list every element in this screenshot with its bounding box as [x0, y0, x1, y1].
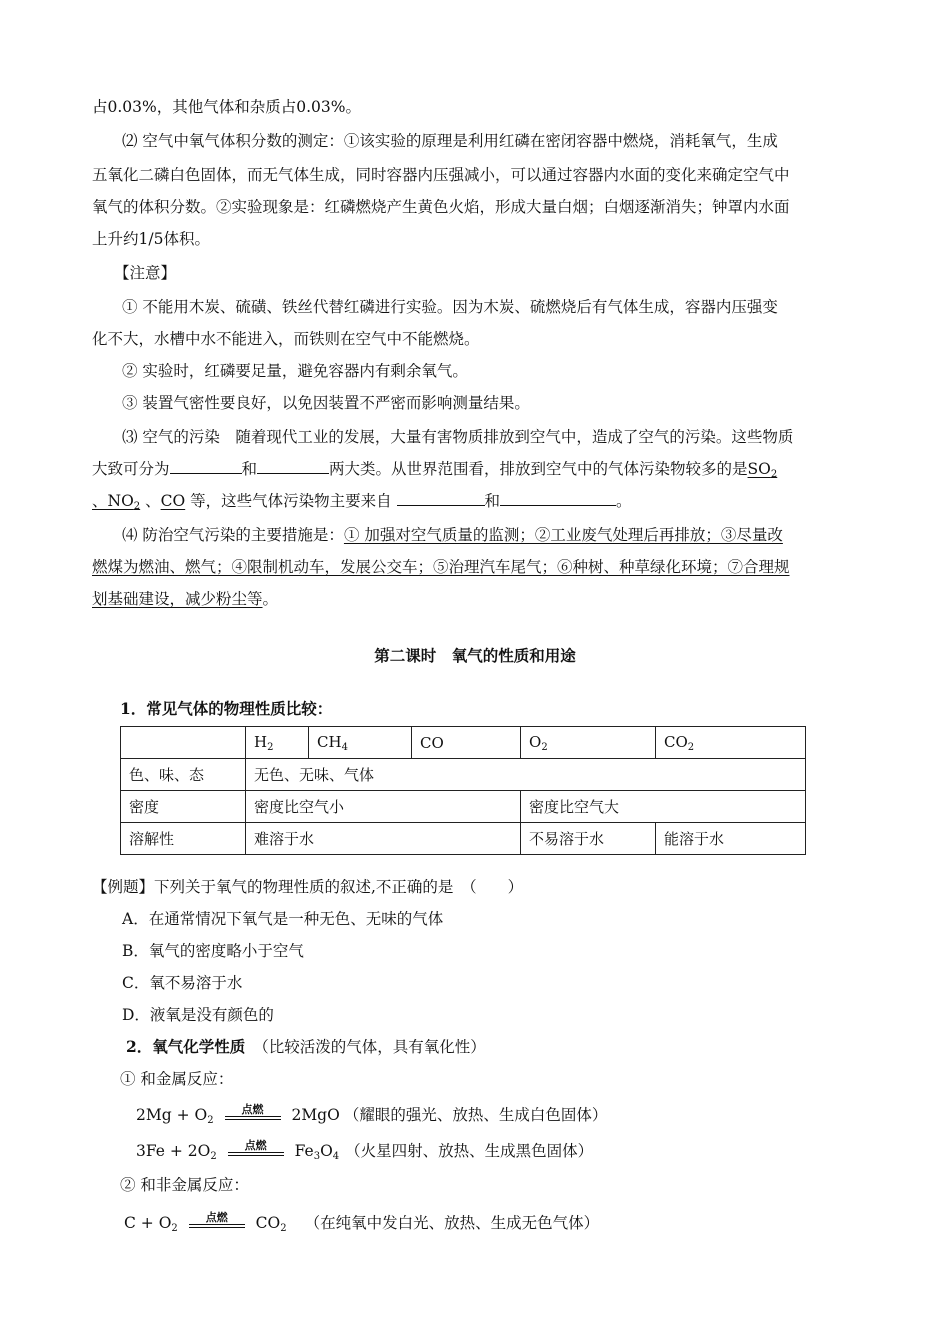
fill-blank[interactable]	[500, 490, 616, 506]
table-cell: 色、味、态	[121, 759, 246, 791]
pollutant-no2: 、$NO_2$	[92, 492, 141, 512]
text-span: 。	[262, 590, 279, 608]
table-cell	[121, 727, 246, 759]
text-line	[92, 588, 278, 610]
option-b: B．氧气的密度略小于空气	[122, 942, 304, 960]
section-title: 第二课时 氧气的性质和用途	[374, 646, 576, 665]
text-line: ③ 装置气密性要良好，以免因装置不严密而影响测量结果。	[122, 394, 530, 412]
text-span: 等，这些气体污染物主要来自	[185, 492, 397, 510]
table-cell: $H_2$	[246, 727, 309, 759]
fill-blank[interactable]	[170, 458, 242, 474]
reaction-arrow: 点燃	[189, 1213, 245, 1235]
text-span: ⑷ 防治空气污染的主要措施是：	[122, 526, 344, 544]
text-line	[122, 524, 783, 546]
table-cell: 密度比空气大	[521, 791, 806, 823]
text-line: ② 实验时，红磷要足量，避免容器内有剩余氧气。	[122, 362, 468, 380]
table-cell: 密度	[121, 791, 246, 823]
question-2-title: 2．氧气化学性质 （比较活泼的气体，具有氧化性）	[126, 1037, 486, 1056]
text-line: ① 不能用木炭、硫磺、铁丝代替红磷进行实验。因为木炭、硫燃烧后有气体生成，容器内压强变	[122, 298, 778, 316]
text-line: 化不大，水槽中水不能进入，而铁则在空气中不能燃烧。	[92, 330, 480, 348]
text-line: ⑶ 空气的污染 随着现代工业的发展，大量有害物质排放到空气中，造成了空气的污染。这些物质	[122, 428, 794, 446]
pollutant-so2: $SO_2$	[747, 460, 778, 480]
table-cell: 密度比空气小	[246, 791, 521, 823]
nonmetal-reaction-heading: ② 和非金属反应：	[120, 1176, 249, 1194]
table-cell: 溶解性	[121, 823, 246, 855]
text-span: 、	[140, 492, 161, 510]
text-span: 。	[616, 492, 632, 510]
option-d: D．液氧是没有颜色的	[122, 1006, 274, 1024]
text-line: 占0.03%，其他气体和杂质占0.03%。	[92, 98, 361, 116]
reaction-arrow: 点燃	[228, 1141, 284, 1163]
question-1-title: 1．常见气体的物理性质比较：	[120, 699, 333, 718]
table-cell: 不易溶于水	[521, 823, 656, 855]
table-cell: CO	[412, 727, 521, 759]
text-span: 大致可分为	[92, 460, 170, 478]
table-cell: $O_2$	[521, 727, 656, 759]
gas-properties-table	[120, 726, 806, 855]
table-row	[121, 791, 806, 823]
answer-text: ① 加强对空气质量的监测；②工业废气处理后再排放；③尽量改	[343, 526, 783, 544]
option-a: A．在通常情况下氧气是一种无色、无味的气体	[122, 910, 444, 928]
table-cell: $CH_4$	[309, 727, 412, 759]
answer-text: 燃煤为燃油、燃气；④限制机动车，发展公交车；⑤治理汽车尾气；⑥种树、种草绿化环境；⑦合理规	[92, 558, 790, 576]
text-line	[92, 490, 632, 518]
text-line	[92, 458, 777, 486]
reaction-arrow: 点燃	[225, 1105, 281, 1127]
text-span: 和	[241, 460, 258, 478]
text-line: 五氧化二磷白色固体，而无气体生成，同时容器内压强减小，可以通过容器内水面的变化来确定空气中	[92, 166, 790, 184]
text-line: 氧气的体积分数。②实验现象是：红磷燃烧产生黄色火焰，形成大量白烟；白烟逐渐消失；钟罩内水面	[92, 198, 790, 216]
table-row	[121, 823, 806, 855]
answer-text: 划基础建设，减少粉尘等	[92, 590, 263, 608]
fill-blank[interactable]	[257, 458, 329, 474]
table-cell: 无色、无味、气体	[246, 759, 806, 791]
reaction-fe: $3Fe + 2O_2$ 点燃 $Fe_3O_4$ （火星四射、放热、生成黑色固体）	[136, 1139, 594, 1162]
reaction-c: $C + O_2$ 点燃 $CO_2$ （在纯氧中发白光、放热、生成无色气体）	[124, 1211, 600, 1234]
table-cell: 能溶于水	[656, 823, 806, 855]
table-row	[121, 759, 806, 791]
text-line: ⑵ 空气中氧气体积分数的测定：①该实验的原理是利用红磷在密闭容器中燃烧，消耗氧气，生成	[122, 132, 778, 150]
note-heading: 【注意】	[114, 264, 177, 282]
reaction-mg: $2Mg + O_2$ 点燃 2MgO （耀眼的强光、放热、生成白色固体）	[136, 1103, 608, 1126]
table-cell: $CO_2$	[656, 727, 806, 759]
text-span: 两大类。从世界范围看，排放到空气中的气体污染物较多的是	[329, 460, 748, 478]
example-question: 【例题】下列关于氧气的物理性质的叙述,不正确的是 （ ）	[92, 878, 524, 896]
pollutant-co: CO	[160, 492, 186, 510]
table-row	[121, 727, 806, 759]
text-span: 和	[484, 492, 501, 510]
text-line: 上升约1/5体积。	[92, 230, 210, 248]
option-c: C．氧不易溶于水	[122, 974, 243, 992]
metal-reaction-heading: ① 和金属反应：	[120, 1070, 234, 1088]
table-cell: 难溶于水	[246, 823, 521, 855]
fill-blank[interactable]	[397, 490, 485, 506]
